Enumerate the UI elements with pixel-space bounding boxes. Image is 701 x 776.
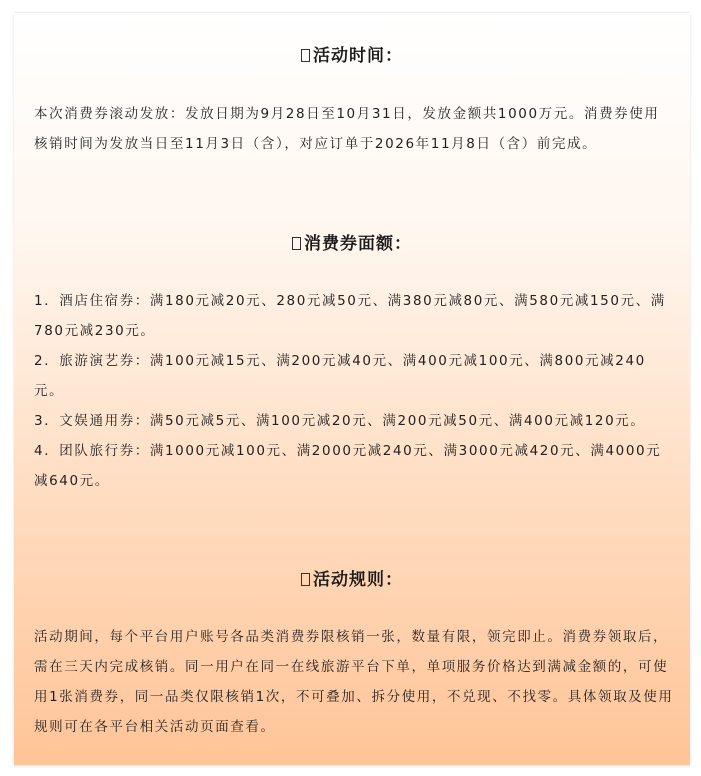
denomination-list	[34, 286, 674, 496]
square-icon	[292, 237, 301, 250]
time-paragraph: 本次消费券滚动发放：发放日期为9月28日至10月31日，发放金额共1000万元。消费券使用核销时间为发放当日至11月3日（含），对应订单于2026年11月8日（含）前完成。	[34, 106, 660, 152]
list-item: 4．团队旅行券：满1000元减100元、满2000元减240元、满3000元减420元、满4000元减640元。	[34, 443, 662, 489]
section-title-rules-text: 活动规则：	[313, 570, 403, 590]
list-item: 1．酒店住宿券：满180元减20元、280元减50元、满380元减80元、满580元减150元、满780元减230元。	[34, 293, 666, 339]
square-icon	[301, 573, 310, 586]
content-card	[14, 12, 690, 765]
section-title-time-text: 活动时间：	[313, 46, 403, 66]
list-item: 3．文娱通用券：满50元减5元、满100元减20元、满200元减50元、满400元减120元。	[34, 413, 646, 429]
section-title-denomination-text: 消费券面额：	[304, 234, 412, 254]
square-icon	[301, 49, 310, 62]
section-title-denomination	[14, 229, 690, 254]
section-title-time	[14, 41, 690, 66]
section-title-rules	[14, 565, 690, 590]
list-item: 2．旅游演艺券：满100元减15元、满200元减40元、满400元减100元、满800元减240元。	[34, 353, 646, 399]
rules-paragraph: 活动期间，每个平台用户账号各品类消费券限核销一张，数量有限，领完即止。消费券领取后，需在三天内完成核销。同一用户在同一在线旅游平台下单，单项服务价格达到满减金额的，可使用1张消费券，同一品类仅限核销1次，不可叠加、拆分使用，不兑现、不找零。具体领取及使用规则可在各平台相关活动页面查看。	[34, 629, 674, 735]
